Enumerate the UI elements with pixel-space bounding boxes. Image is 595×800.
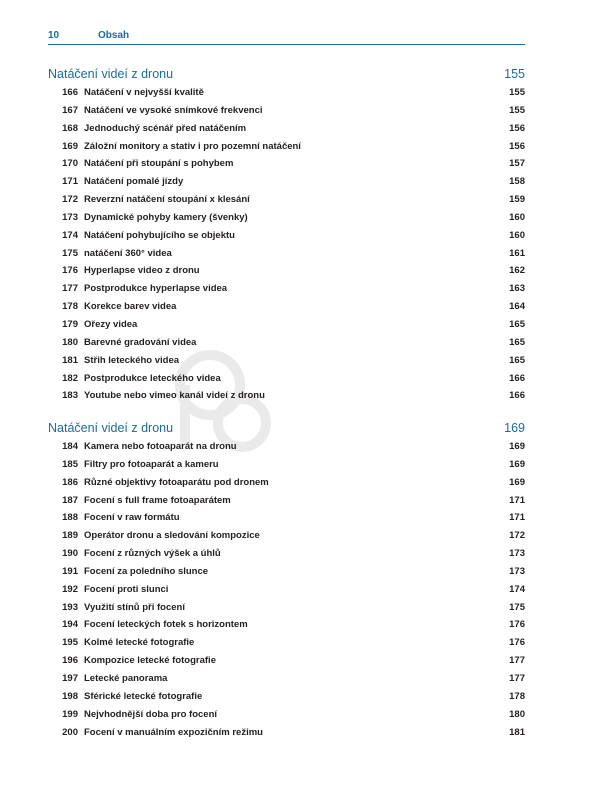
entry-title: Korekce barev videa: [84, 301, 177, 313]
toc-entry[interactable]: [48, 173, 525, 191]
toc-section-1: [48, 66, 525, 405]
section-page: 155: [504, 67, 525, 81]
section-heading[interactable]: [48, 66, 525, 83]
toc-entry[interactable]: [48, 706, 525, 724]
entry-number: 194: [62, 619, 78, 631]
toc-entry[interactable]: [48, 634, 525, 652]
entry-title: Hyperlapse video z dronu: [84, 265, 200, 277]
entry-page: 176: [509, 619, 525, 631]
toc-entry[interactable]: [48, 280, 525, 298]
toc-entry[interactable]: [48, 527, 525, 545]
toc-entry[interactable]: [48, 84, 525, 102]
entry-number: 179: [62, 318, 78, 330]
toc-entry[interactable]: [48, 456, 525, 474]
header-rule: [48, 44, 525, 45]
entry-page: 173: [509, 548, 525, 560]
entry-title: Focení z různých výšek a úhlů: [84, 548, 221, 560]
entry-number: 176: [62, 265, 78, 277]
entry-number: 187: [62, 494, 78, 506]
toc-entry-list: [48, 438, 525, 741]
entry-number: 169: [62, 140, 78, 152]
entry-title: Youtube nebo vimeo kanál videí z dronu: [84, 390, 265, 402]
entry-page: 176: [509, 637, 525, 649]
entry-page: 166: [509, 372, 525, 384]
entry-page: 161: [509, 247, 525, 259]
entry-number: 174: [62, 229, 78, 241]
entry-number: 185: [62, 458, 78, 470]
entry-title: Reverzní natáčení stoupání x klesání: [84, 194, 250, 206]
entry-number: 197: [62, 672, 78, 684]
toc-entry[interactable]: [48, 298, 525, 316]
toc-entry[interactable]: [48, 191, 525, 209]
entry-title: Natáčení v nejvyšší kvalitě: [84, 87, 204, 98]
toc-entry[interactable]: [48, 262, 525, 280]
toc-entry[interactable]: [48, 616, 525, 634]
entry-number: 168: [62, 122, 78, 134]
entry-number: 172: [62, 194, 78, 206]
entry-number: 178: [62, 301, 78, 313]
entry-number: 195: [62, 637, 78, 649]
toc-entry[interactable]: [48, 138, 525, 156]
entry-page: 169: [509, 441, 525, 452]
toc-entry[interactable]: [48, 724, 525, 742]
toc-entry[interactable]: [48, 245, 525, 263]
entry-number: 193: [62, 601, 78, 613]
entry-page: 174: [509, 583, 525, 595]
page-number: 10: [48, 30, 60, 41]
entry-page: 156: [509, 122, 525, 134]
entry-page: 178: [509, 690, 525, 702]
entry-number: 186: [62, 476, 78, 488]
toc-entry-list: [48, 84, 525, 405]
entry-number: 189: [62, 530, 78, 542]
entry-page: 165: [509, 354, 525, 366]
toc-entry[interactable]: [48, 334, 525, 352]
toc-entry[interactable]: [48, 316, 525, 334]
entry-title: Střih leteckého videa: [84, 354, 180, 366]
toc-entry[interactable]: [48, 688, 525, 706]
entry-number: 181: [62, 354, 78, 366]
toc-entry[interactable]: [48, 352, 525, 370]
entry-page: 169: [509, 476, 525, 488]
entry-title: Natáčení při stoupání s pohybem: [84, 158, 234, 170]
entry-page: 180: [509, 708, 525, 720]
entry-page: 165: [509, 318, 525, 330]
entry-page: 156: [509, 140, 525, 152]
entry-title: Jednoduchý scénář před natáčením: [84, 122, 247, 134]
entry-number: 200: [62, 726, 78, 738]
entry-number: 198: [62, 690, 78, 702]
entry-number: 177: [62, 283, 78, 295]
entry-number: 180: [62, 336, 78, 348]
entry-number: 175: [62, 247, 78, 259]
entry-title: Focení v manuálním expozičním režimu: [84, 726, 263, 738]
toc-entry[interactable]: [48, 209, 525, 227]
entry-number: 166: [62, 87, 78, 98]
entry-page: 158: [509, 176, 525, 188]
entry-title: Kolmé letecké fotografie: [84, 637, 195, 649]
entry-title: Natáčení pomalé jízdy: [84, 176, 184, 188]
entry-page: 160: [509, 229, 525, 241]
entry-title: Postprodukce leteckého videa: [84, 372, 221, 384]
entry-number: 170: [62, 158, 78, 170]
entry-title: Natáčení ve vysoké snímkové frekvenci: [84, 104, 263, 116]
entry-title: Focení za poledního slunce: [84, 565, 209, 577]
toc-entry[interactable]: [48, 652, 525, 670]
entry-title: Záložní monitory a stativ i pro pozemní natáčení: [84, 140, 301, 152]
entry-page: 160: [509, 211, 525, 223]
entry-number: 192: [62, 583, 78, 595]
entry-title: Focení leteckých fotek s horizontem: [84, 619, 248, 631]
toc-entry[interactable]: [48, 581, 525, 599]
running-header: [48, 30, 525, 44]
entry-number: 183: [62, 390, 78, 402]
entry-number: 188: [62, 512, 78, 524]
entry-number: 167: [62, 104, 78, 116]
entry-page: 157: [509, 158, 525, 170]
entry-title: Filtry pro fotoaparát a kameru: [84, 458, 219, 470]
toc-entry[interactable]: [48, 563, 525, 581]
entry-title: Různé objektivy fotoaparátu pod dronem: [84, 476, 269, 488]
page-title: Obsah: [98, 30, 130, 41]
toc-entry[interactable]: [48, 227, 525, 245]
entry-title: Focení proti slunci: [84, 583, 169, 595]
entry-number: 190: [62, 548, 78, 560]
entry-title: natáčení 360° videa: [84, 247, 172, 259]
entry-number: 184: [62, 441, 78, 452]
entry-page: 164: [509, 301, 525, 313]
toc-entry[interactable]: [48, 102, 525, 120]
entry-page: 173: [509, 565, 525, 577]
entry-title: Barevné gradování videa: [84, 336, 197, 348]
entry-page: 181: [509, 726, 525, 738]
entry-title: Ořezy videa: [84, 318, 138, 330]
entry-title: Postprodukce hyperlapse videa: [84, 283, 228, 295]
toc-entry[interactable]: [48, 155, 525, 173]
toc-section-2: [48, 420, 525, 741]
entry-page: 175: [509, 601, 525, 613]
toc-entry[interactable]: [48, 438, 525, 456]
toc-entry[interactable]: [48, 670, 525, 688]
entry-title: Operátor dronu a sledování kompozice: [84, 530, 260, 542]
entry-page: 155: [509, 87, 525, 98]
entry-page: 172: [509, 530, 525, 542]
entry-page: 166: [509, 390, 525, 402]
toc-entry[interactable]: [48, 492, 525, 510]
entry-title: Sférické letecké fotografie: [84, 690, 203, 702]
entry-page: 177: [509, 672, 525, 684]
entry-number: 171: [62, 176, 78, 188]
entry-title: Nejvhodnější doba pro focení: [84, 708, 218, 720]
entry-page: 162: [509, 265, 525, 277]
section-title: Natáčení videí z dronu: [48, 421, 174, 435]
entry-number: 182: [62, 372, 78, 384]
section-heading[interactable]: [48, 420, 525, 437]
entry-page: 177: [509, 655, 525, 667]
entry-number: 191: [62, 565, 78, 577]
entry-page: 165: [509, 336, 525, 348]
entry-title: Focení s full frame fotoaparátem: [84, 494, 231, 506]
entry-number: 173: [62, 211, 78, 223]
entry-title: Natáčení pohybujícího se objektu: [84, 229, 235, 241]
toc-entry[interactable]: [48, 370, 525, 388]
entry-title: Využití stínů při focení: [84, 601, 185, 613]
toc-entry[interactable]: [48, 599, 525, 617]
entry-page: 155: [509, 104, 525, 116]
entry-page: 163: [509, 283, 525, 295]
toc-entry[interactable]: [48, 545, 525, 563]
section-page: 169: [504, 421, 525, 435]
entry-page: 159: [509, 194, 525, 206]
entry-page: 171: [509, 494, 525, 506]
entry-page: 171: [509, 512, 525, 524]
entry-page: 169: [509, 458, 525, 470]
entry-title: Focení v raw formátu: [84, 512, 180, 524]
toc-entry[interactable]: [48, 387, 525, 405]
toc-entry[interactable]: [48, 474, 525, 492]
entry-number: 196: [62, 655, 78, 667]
entry-title: Kompozice letecké fotografie: [84, 655, 216, 667]
entry-number: 199: [62, 708, 78, 720]
entry-title: Letecké panorama: [84, 672, 168, 684]
toc-entry[interactable]: [48, 120, 525, 138]
section-title: Natáčení videí z dronu: [48, 67, 174, 81]
entry-title: Dynamické pohyby kamery (švenky): [84, 211, 248, 223]
entry-title: Kamera nebo fotoaparát na dronu: [84, 441, 237, 452]
toc-entry[interactable]: [48, 509, 525, 527]
